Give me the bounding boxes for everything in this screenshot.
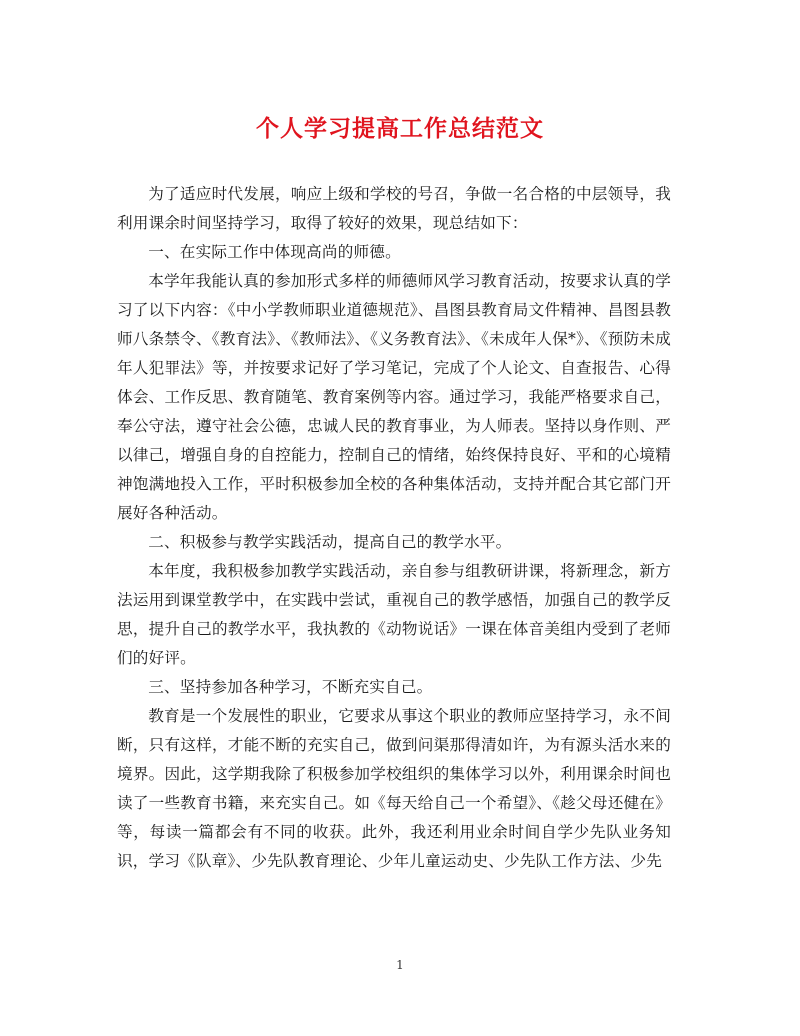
paragraph-intro: 为了适应时代发展，响应上级和学校的号召，争做一名合格的中层领导，我利用课余时间坚持学习，取得了较好的效果，现总结如下： (117, 185, 671, 232)
document-title: 个人学习提高工作总结范文 (256, 115, 544, 142)
section-heading-3: 三、坚持参加各种学习，不断充实自己。 (148, 678, 433, 696)
document-body (117, 180, 671, 876)
paragraph-section-1: 本学年我能认真的参加形式多样的师德师风学习教育活动，按要求认真的学习了以下内容：《中小学教师职业道德规范》、昌图县教育局文件精神、昌图县教师八条禁令、《教育法》、《教师法》、《义务教育法》、《未成年人保*》、《预防未成年人犯罪法》等，并按要求记好了学习笔记，完成了个人论文、自查报告、心得体会、工作反思、教育随笔、教育案例等内容。通过学习，我能严格要求自己，奉公守法，遵守社会公德，忠诚人民的教育事业，为人师表。坚持以身作则、严以律己，增强自身的自控能力，控制自己的情绪，始终保持良好、平和的心境精神饱满地投入工作，平时积极参加全校的各种集体活动，支持并配合其它部门开展好各种活动。 (117, 272, 671, 522)
section-heading-1: 一、在实际工作中体现高尚的师德。 (148, 243, 401, 261)
section-heading-2: 二、积极参与教学实践活动，提高自己的教学水平。 (148, 533, 512, 551)
paragraph-section-2: 本年度，我积极参加教学实践活动，亲自参与组教研讲课，将新理念，新方法运用到课堂教学中，在实践中尝试，重视自己的教学感悟，加强自己的教学反思，提升自己的教学水平，我执教的《动物说话》一课在体音美组内受到了老师们的好评。 (117, 562, 671, 667)
page-number: 1 (396, 958, 404, 972)
paragraph-section-3: 教育是一个发展性的职业，它要求从事这个职业的教师应坚持学习，永不间断，只有这样，才能不断的充实自己，做到问渠那得清如许，为有源头活水来的境界。因此，这学期我除了积极参加学校组织的集体学习以外，利用课余时间也读了一些教育书籍，来充实自己。如《每天给自己一个希望》、《趁父母还健在》等，每读一篇都会有不同的收获。此外，我还利用业余时间自学少先队业务知识，学习《队章》、少先队教育理论、少年儿童运动史、少先队工作方法、少先 (117, 707, 671, 870)
